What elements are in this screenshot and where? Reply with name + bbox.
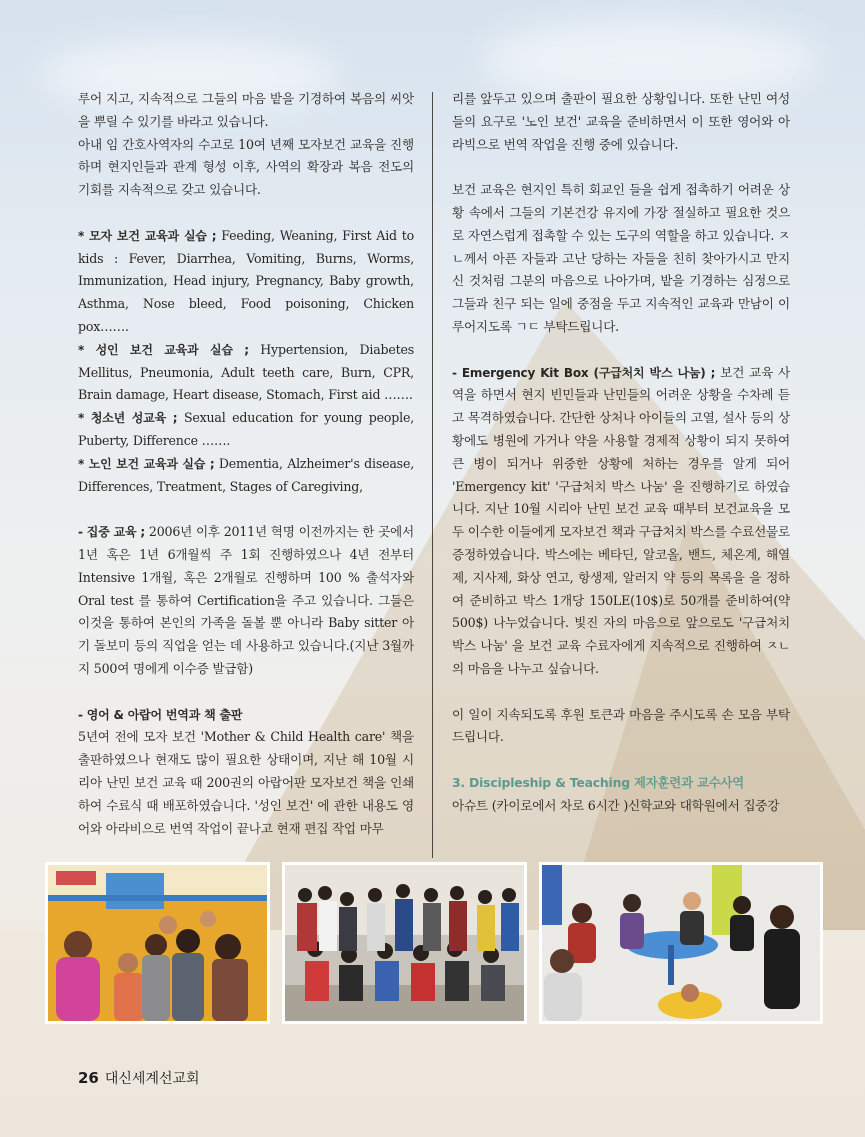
translation-paragraph: 5년여 전에 모자 보건 'Mother & Child Health care' 책을 출판하였으나 현재도 많이 필요한 상태이며, 지난 해 10월 시리아 난민 보건 교육 때 200권의 아랍어판 모자보건 책을 인쇄하여 수료식 때 배포하였습니다. '성인 보건' 에 관한 내용도 영어와 아라비으로 번역 작업이 끝나고 현재 편집 작업 마무 (78, 729, 414, 836)
item-heading: - 집중 교육 ; (78, 525, 146, 540)
paragraph: 아내 임 간호사역자의 수고로 10여 년째 모자보건 교육을 진행하며 현지인들과 관계 형성 이후, 사역의 확장과 복음 전도의 기회를 지속적으로 갖고 있습니다. (78, 136, 414, 198)
page-number: 26 (78, 1069, 99, 1087)
item-heading: - Emergency Kit Box (구급처치 박스 나눔) ; (452, 365, 716, 380)
translation-heading: - 영어 & 아랍어 번역과 책 출판 (78, 707, 243, 722)
photo-group-gathering (282, 862, 527, 1024)
publication-name: 대신세계선교회 (104, 1071, 200, 1087)
intensive-education-paragraph (78, 521, 414, 681)
column-divider (432, 92, 433, 858)
item-body: Sexual education for young people, Puberty, Difference ……. (78, 410, 414, 448)
photo-children-classroom (45, 862, 270, 1024)
health-class-image (542, 865, 820, 1021)
paragraph: 리를 앞두고 있으며 출판이 필요한 상황입니다. 또한 난민 여성들의 요구로 '노인 보건' 교육을 준비하면서 이 또한 영어와 아라빅으로 번역 작업을 진행 중에 있습니다. (452, 91, 790, 152)
emergency-kit-paragraph (452, 362, 790, 681)
paragraph: 아슈트 (카이로에서 차로 6시간 )신학교와 대학원에서 집중강 (452, 797, 780, 813)
photo-strip (45, 862, 821, 1024)
photo-health-class (539, 862, 823, 1024)
item-body: Dementia, Alzheimer's disease, Differences, Treatment, Stages of Caregiving, (78, 455, 415, 494)
list-item-elderly-health (78, 453, 414, 499)
list-item-adult-health (78, 339, 414, 407)
left-text-column (78, 88, 414, 840)
item-body: 2006년 이후 2011년 혁명 이전까지는 한 곳에서 1년 혹은 1년 6개월씩 주 1회 진행하였으나 4년 전부터 Intensive 1개월, 혹은 2개월로 진행하며 100 % 출석자와 Oral test 를 통하여 Certification을 주고 있습니다. 그들은 이것을 통하여 본인의 가족을 돌볼 뿐 아니라 Baby sitter 아기 돌보미 등의 직업을 얻는 데 사용하고 있습니다.(지난 3월까지 500여 명에게 이수증 발급함) (78, 524, 414, 676)
item-heading: * 노인 보건 교육과 실습 ; (78, 456, 215, 471)
children-classroom-image (48, 865, 267, 1021)
paragraph: 이 일이 지속되도록 후원 토큰과 마음을 주시도록 손 모음 부탁드립니다. (452, 706, 790, 745)
item-body: 보건 교육 사역을 하면서 현지 빈민들과 난민들의 어려운 상황을 수차례 듣고 목격하였습니다. 간단한 상처나 아이들의 고열, 설사 등의 상황에도 병원에 가거나 약을 사용할 경제적 상황이 되지 못하여 큰 병이 되거나 위중한 상황에 처하는 경우를 알게 되어 'Emergency kit' '구급처치 박스 나눔' 을 진행하기로 하였습니다. 지난 10월 시리아 난민 보건 교육 때부터 보건교육을 모두 이수한 이들에게 모자보건 책과 구급처치 박스를 수료선물로 증정하였습니다. 박스에는 베타딘, 알코올, 밴드, 체온계, 해열제, 지사제, 화상 연고, 항생제, 알러지 약 등의 목록을 을 정하여 준비하고 박스 1개당 150LE(10$)로 50개를 준비하여(약 500$) 나누었습니다. 빛진 자의 마음으로 앞으로도 '구급처치 박스 나눔' 을 보건 교육 수료자에게 지속적으로 진행하여 ㅈㄴ의 마음을 나누고 싶습니다. (452, 364, 790, 676)
section-3-heading: 3. Discipleship & Teaching 제자훈련과 교수사역 (452, 774, 745, 790)
page-footer (78, 1068, 200, 1088)
list-item-maternal-health (78, 225, 414, 339)
group-gathering-image (285, 865, 524, 1021)
item-heading: * 모자 보건 교육과 실습 ; (78, 228, 217, 243)
paragraph: 보건 교육은 현지인 특히 회교인 들을 쉽게 접촉하기 어려운 상황 속에서 그들의 기본건강 유지에 가장 절실하고 필요한 것으로 자연스럽게 접촉할 수 있는 도구의 역할을 하고 있습니다. ㅈㄴ께서 아픈 자들과 고난 당하는 자들을 친히 찾아가시고 만지신 것처럼 그분의 마음으로 나아가며, 밭을 기경하는 심정으로 그들과 친구 되는 일에 중점을 두고 지속적인 교육과 만남이 이루어지도록 ㄱㄷ 부탁드립니다. (452, 182, 790, 334)
item-heading: * 성인 보건 교육과 실습 ; (78, 342, 249, 357)
paragraph: 루어 지고, 지속적으로 그들의 마음 밭을 기경하여 복음의 씨앗을 뿌릴 수 있기를 바라고 있습니다. (78, 91, 414, 129)
list-item-youth-sex-ed (78, 407, 414, 453)
item-heading: * 청소년 성교육 ; (78, 411, 178, 426)
right-text-column (452, 88, 790, 818)
item-body: Feeding, Weaning, First Aid to kids : Fever, Diarrhea, Vomiting, Burns, Worms, Immunization, Head injury, Pregnancy, Baby growth, Asthma, Nose bleed, Food poisoning, Chicken pox……. (78, 227, 414, 334)
item-body: Hypertension, Diabetes Mellitus, Pneumonia, Adult teeth care, Burn, CPR, Brain damage, Heart disease, Stomach, First aid ……. (78, 341, 415, 403)
